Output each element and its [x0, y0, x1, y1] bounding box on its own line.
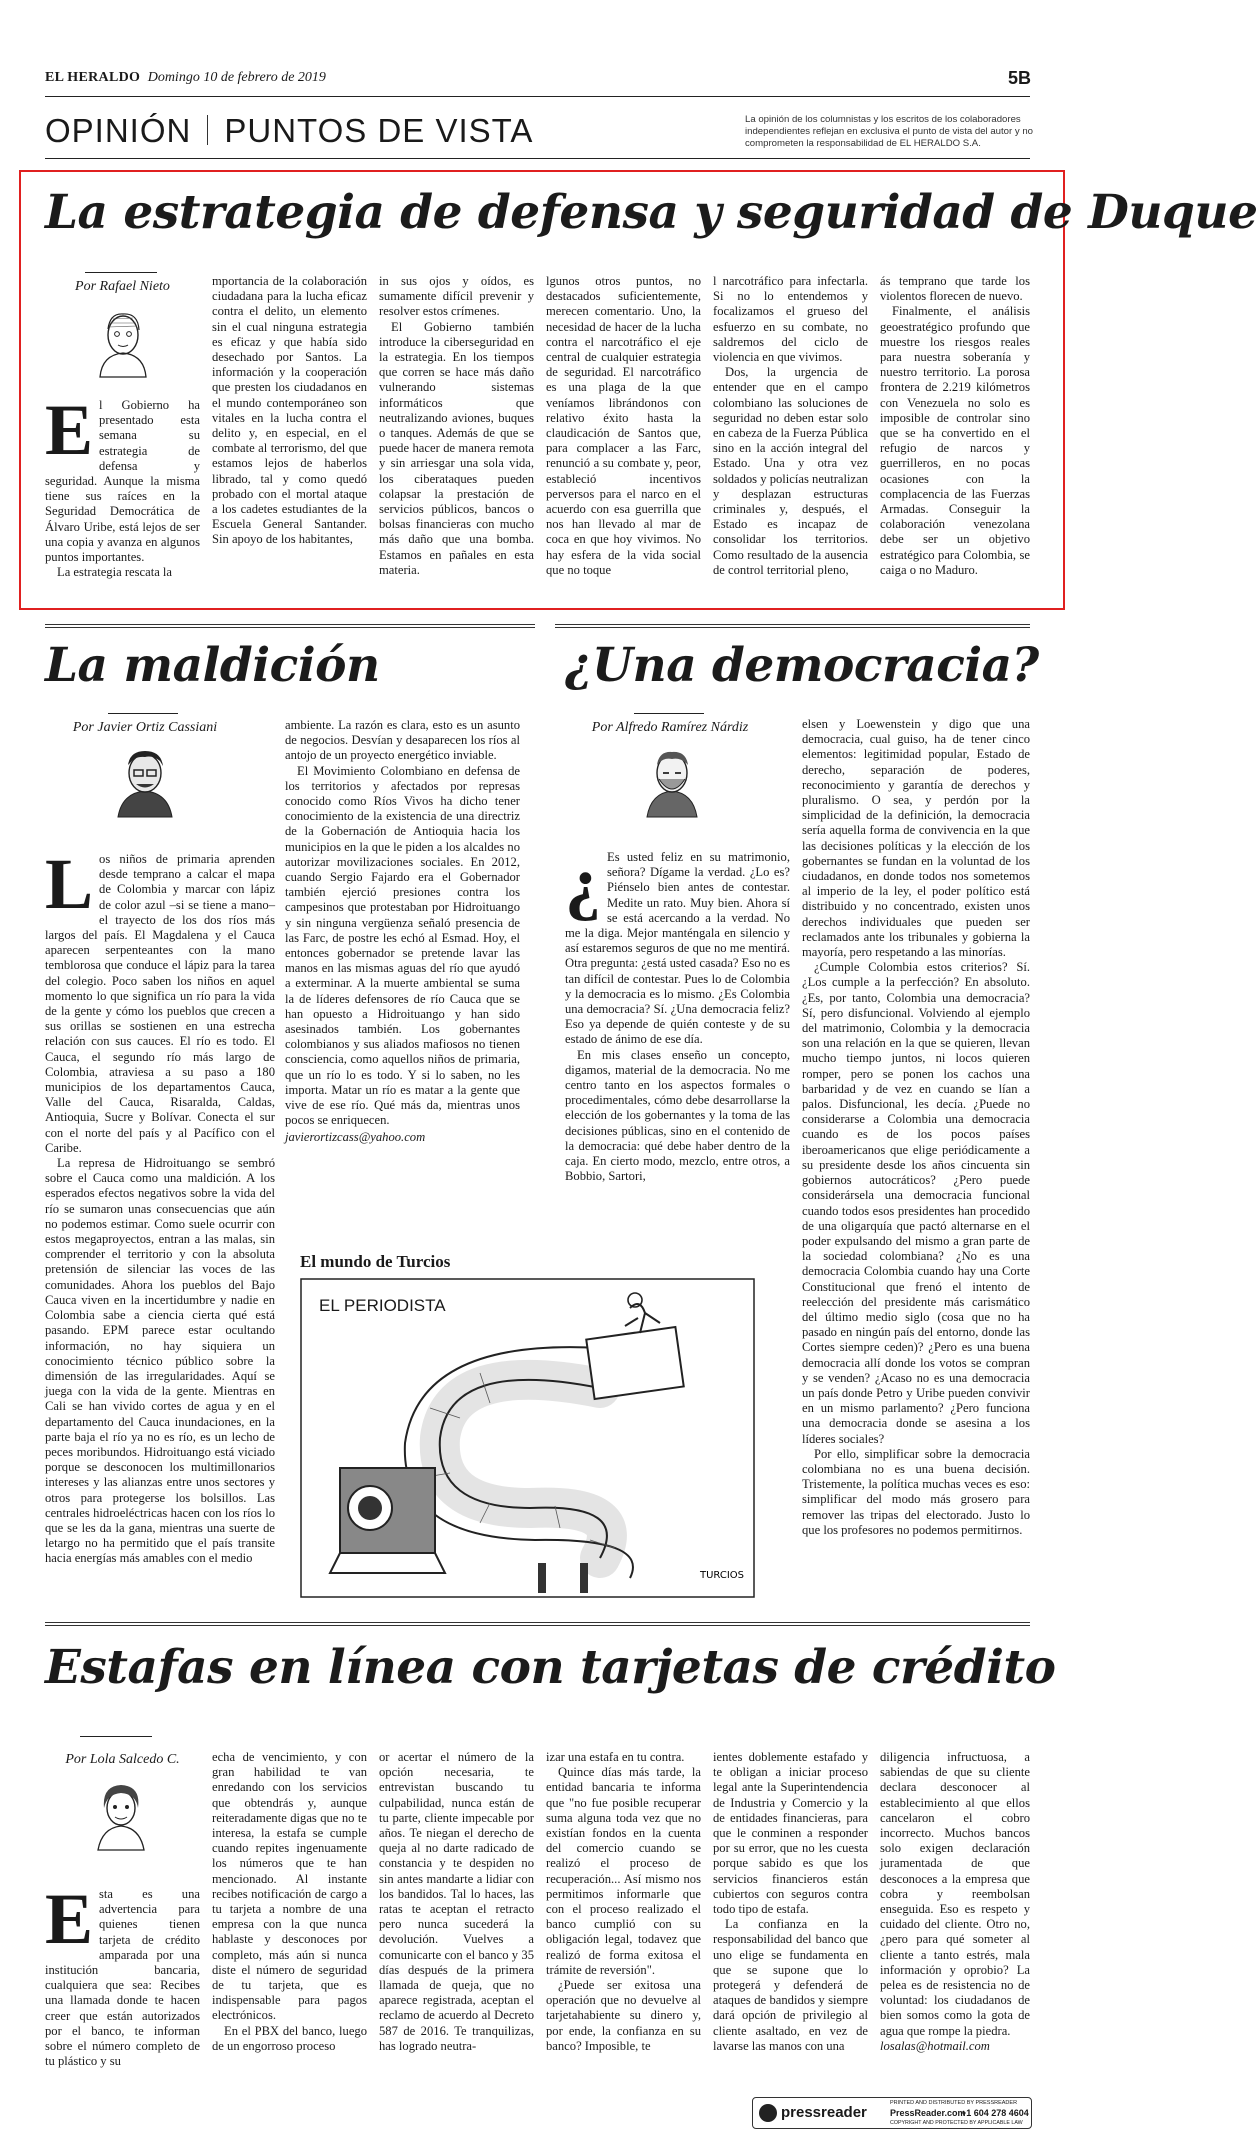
article1-col-2: mportancia de la colaboración ciudadana para la lucha eficaz contra el delito, un elemento sin el cual ninguna estrategia es eficaz y que había sido desechado por Santos. La información y la cooperación que presten los ciudadanos en el mundo contemporáneo son vitales en la lucha contra el delito y, en especial, en el combate al terrorismo, del que estamos lejos de haberlos librado, tal y como quedó probado con el mortal ataque a los cadetes estudiantes de la Escuela General Santander. Sin apoyo de los habitantes,	[212, 274, 367, 547]
article4-byline: Por Lola Salcedo C.	[65, 1752, 180, 1767]
pressreader-site: PressReader.com	[890, 2108, 966, 2118]
article1-title: La estrategia de defensa y seguridad de Duque	[45, 185, 1258, 240]
article1-byline: Por Rafael Nieto	[75, 279, 170, 294]
author-portrait-icon	[86, 303, 160, 377]
article4-col-3: or acertar el número de la opción necesaria, te entrevistan buscando tu culpabilidad, nunca están de tu parte, cliente impecable por años. Te niegan el derecho de queja al no darte radicado de constancia y te despiden no sin antes mandarte a lidiar con los bandidos. Tal lo haces, las ratas te aceptan el retracto pero nunca sucederá la devolución. Vuelves a comunicarte con el banco y 35 días después de la primera llamada de queja, que no aparece registrada, aceptan el reclamo de acuerdo al Decreto 587 de 2016. Te tranquilizas, has logrado neutra-	[379, 1750, 534, 2053]
author-email: javierortizcass@yahoo.com	[285, 1130, 426, 1145]
article4-dropcap: E	[45, 1879, 94, 1959]
author-portrait-icon	[108, 743, 182, 817]
cartoon-illustration	[300, 1278, 755, 1598]
article3-col-1: ¿ Es usted feliz en su matrimonio, señora? Dígame la verdad. ¿Lo es? Piénselo bien antes de contestar. Medite un rato. Muy bien. Ahora sí se está acercando a la verdad. No me la diga. Mejor manténgala en silencio y así estaremos seguros de que no me mentirá. Otra pregunta: ¿está usted casada? Eso no es tan difícil de contestar. Pues lo de Colombia y la democracia es lo mismo. ¿Es Colombia una democracia? Sí. ¿Una democracia feliz? Eso ya depende de quién conteste y de su estado de ánimo de ese día. En mis clases enseño un concepto, digamos, material de la democracia. No me centro tanto en los aspectos formales o procedimentales, cómo debe desarrollarse la elección de los gobernantes y la toma de las decisiones públicas, sino en el contenido de la democracia: qué debe haber dentro de la caja. En cierto modo, mezclo, entre otros, a Bobbio, Sartori,	[565, 842, 790, 1184]
article1-col-1: El Gobierno ha presentado esta semana su estrategia de defensa y seguridad. Aunque la misma tiene sus raíces en la Seguridad Democrática de Álvaro Uribe, está lejos de ser una copia y avanza en algunos puntos importantes. La estrategia rescata la	[45, 390, 200, 580]
article2-byline-rule	[108, 713, 178, 714]
article2-title: La maldición	[45, 638, 380, 693]
divider-rule	[45, 624, 535, 628]
article4-col-5: ientes doblemente estafado y te obligan a iniciar proceso legal ante la Superintendencia de Industria y Comercio y la de entidades financieras, para que le conminen a responder por su error, que no les cuesta porque sabido es que los servicios financieros están cubiertos con seguros contra todo tipo de estafa. La confianza en la responsabilidad del banco que uno elige se fundamenta en que se supone que lo protegerá y defenderá de ataques de bandidos y siempre dará opción de privilegio al cliente asaltado, en vez de lavarse las manos con una	[713, 1750, 868, 2053]
article3-byline: Por Alfredo Ramírez Nárdiz	[591, 720, 749, 735]
article4-col-1: Esta es una advertencia para quienes tienen tarjeta de crédito amparada por una institución bancaria, cualquiera que sea: Recibes una llamada donde te hacen creer que están autorizados por el banco, te informan sobre el número completo de tu plástico y su	[45, 1879, 200, 2069]
article4-col-2: echa de vencimiento, y con gran habilidad te van enredando con los servicios que obtendrás y, aunque reiteradamente digas que no te interesa, la estafa se cumple cuando repites ingenuamente los números que te han mencionado. Al instante recibes notificación de cargo a tu tarjeta a nombre de una empresa con la que nunca hablaste y desconoces por completo, más aún si nunca diste el número de seguridad de tu tarjeta, que es indispensable para pagos electrónicos. En el PBX del banco, luego de un engorroso proceso	[212, 1750, 367, 2053]
divider-rule	[555, 624, 1030, 628]
pressreader-printed: PRINTED AND DISTRIBUTED BY PRESSREADER	[890, 2100, 1018, 2106]
article3-byline-rule	[634, 713, 704, 714]
article1-col-6: ás temprano que tarde los violentos florecen de nuevo. Finalmente, el análisis geoestratégico profundo que muestre los riesgos reales para nuestra soberanía y nuestro territorio. La porosa frontera de 2.219 kilómetros con Venezuela no solo es imposible de controlar sino que se ha convertido en el refugio de narcos y guerrilleros, en no pocas ocasiones con la complacencia de las Fuerzas Armadas. Conseguir la colaboración venezolana debe ser un objetivo estratégico para Colombia, se caiga o no Maduro.	[880, 274, 1030, 577]
article2-col-2: ambiente. La razón es clara, esto es un asunto de negocios. Desvían y desaparecen los ríos al antojo de un proyecto energético inviable. El Movimiento Colombiano en defensa de los territorios y afectados por represas conocido como Ríos Vivos ha dicho tener conocimiento de la existencia de una directriz de la Gobernación de Antioquia hacia los municipios en la que le piden a los alcaldes no autorizar movilizaciones sociales. En 2012, cuando Sergio Fajardo era el Gobernador también ejerció presiones contra los campesinos que protestaban por Hidroituango y sin ninguna vergüenza señaló presencia de las Farc, de postre les echó al Esmad. Hoy, el entonces gobernador se pretende lavar las manos en las mismas aguas del río que ayudó a exterminar. A la muerte ambiental se suma la de líderes defensores de río Cauca que se han opuesto a Hidroituango y han sido asesinados también. Los gobernantes colombianos y sus aliados mafiosos no tienen consciencia, como aquellos niños de primaria, que un río lo es todo. Y si lo saben, no les importa. Matar un río es matar a la gente que vive de ese río. Qué más da, mientras unos pocos se enriquecen. javierortizcass@yahoo.com	[285, 718, 520, 1145]
section-title: OPINIÓN	[45, 112, 192, 149]
cartoon-title: El mundo de Turcios	[300, 1252, 451, 1271]
article4-col-6: diligencia infructuosa, a sabiendas de que su cliente declara desconocer al establecimiento al que ellos cancelaron el cobro incorrecto. Muchos bancos solo exigen declaración juramentada de que desconoces a la empresa que cobra y reembolsan enseguida. Eso es respeto y cuidado del cliente. Otro no, ¿pero para qué someter al cliente a tanto estrés, mala información y oprobio? La pelea es de resistencia no de voluntad: los ciudadanos de bien somos como la gota de agua que rompe la piedra. losalas@hotmail.com	[880, 1750, 1030, 2053]
article2-dropcap: L	[45, 844, 94, 924]
pressreader-badge[interactable]	[752, 2097, 1032, 2129]
article1-dropcap: E	[45, 390, 94, 470]
section-rule	[45, 158, 1030, 159]
article4-byline-rule	[80, 1736, 152, 1737]
author-email: losalas@hotmail.com	[880, 2038, 990, 2053]
article1-col-3: in sus ojos y oídos, es sumamente difícil prevenir y resolver estos crímenes. El Gobierno también introduce la ciberseguridad en la estrategia. En los tiempos que corren se hace más daño vulnerando sistemas informáticos que neutralizando aviones, buques o tanques. Además de que se puede hacer de manera remota y sin arriesgar una sola vida, los ciberataques pueden colapsar la prestación de servicios públicos, bancos o bolsas financieras con mucho más daño que una bomba. Estamos en pañales en esta materia.	[379, 274, 534, 577]
section-header	[45, 112, 533, 152]
section-subtitle: PUNTOS DE VISTA	[224, 112, 534, 149]
section-divider	[207, 115, 208, 145]
article2-col-1: Los niños de primaria aprenden desde temprano a calcar el mapa de Colombia y marcar con lápiz de color azul –si se tiene a mano– el trayecto de los dos ríos más largos del país. El Magdalena y el Cauca aparecen serpenteantes con la mano temblorosa que conduce el lápiz para la tarea del colegio. Poco saben los niños en aquel momento lo que significa un río para la vida de la gente y cómo los pueblos que crecen a sus orillas se sostienen en una estrecha relación con sus cauces. El río es todo. El Cauca, el segundo río más largo de Colombia, atraviesa a su paso a 180 municipios de los departamentos Cauca, Valle del Cauca, Risaralda, Caldas, Antioquia, Sucre y Bolívar. Conecta el sur con el norte del país y al Pacífico con el Caribe. La represa de Hidroituango se sembró sobre el Cauca como una maldición. A los esperados efectos negativos sobre la vida del río se sumaron unas consecuencias que aún no podemos estimar. Como suele ocurrir con estos megaproyectos, entran a las malas, sin comprender el territorio y con la absoluta pretensión de silenciar las voces de las comunidades. Ahora los pueblos del Bajo Cauca viven en la incertidumbre y nadie en Colombia sabe a ciencia cierta qué está pasando. EPM parece estar ocultando información, no hay siquiera un conocimiento técnico público sobre la dimensión de las irregularidades. Aquí se juega con la vida de la gente. Mientras en Cali se han vivido cortes de agua y en el departamento del Cauca inundaciones, en la parte baja el río ya no es río, es un lecho de peces moribundos. Hidroituango está viciado porque se desconocen los multimillonarios intereses y las alianzas entre unos sectores y otros para protegerse los bolsillos. Las centrales hidroeléctricas hacen con los ríos lo que se les da la gana, mientras una suerte de letargo no ha permitido que el país transite hacia energías más amables con el medio	[45, 844, 275, 1566]
divider-rule	[45, 1622, 1030, 1626]
article3-title: ¿Una democracia?	[565, 638, 1039, 693]
cartoon-caption: EL PERIODISTA	[316, 1296, 449, 1316]
article3-dropcap: ¿	[565, 842, 601, 922]
article4-col-4: izar una estafa en tu contra. Quince días más tarde, la entidad bancaria te informa que "no fue posible recuperar suma alguna toda vez que no existían fondos en la cuenta del comercio cuando se realizó el proceso de recuperación... Así mismo nos permitimos informarle que con el proceso realizado el banco cumplió con su obligación legal, todavez que realizó de forma exitosa el trámite de reversión". ¿Puede ser exitosa una operación que no devuelve al tarjetahabiente su dinero y, por ende, la confianza en su banco? Imposible, te	[546, 1750, 701, 2053]
pressreader-copyright: COPYRIGHT AND PROTECTED BY APPLICABLE LAW	[890, 2120, 1023, 2126]
article1-col-4: lgunos otros puntos, no destacados suficientemente, merecen comentario. Uno, la necesidad de hacer de la lucha contra el narcotráfico el eje central de cualquier estrategia de seguridad. El narcotráfico es una plaga de la que veníamos librándonos con relativo éxito hasta la claudicación de Santos que, para complacer a las Farc, renunció a su combate y, peor, estableció incentivos perversos para el narco en el acuerdo con esa guerrilla que nos han llevado al mar de coca en que hoy vivimos. No hay esfera de la vida social que no toque	[546, 274, 701, 577]
pressreader-brand: pressreader	[781, 2104, 867, 2121]
paper-name: EL HERALDO	[45, 70, 141, 85]
author-portrait-icon	[635, 743, 709, 817]
author-portrait-icon	[84, 1776, 158, 1850]
article1-byline-rule	[85, 272, 157, 273]
pressreader-phone: +1 604 278 4604	[961, 2108, 1029, 2118]
issue-date: Domingo 10 de febrero de 2019	[147, 70, 326, 85]
article4-title: Estafas en línea con tarjetas de crédito	[45, 1640, 1056, 1695]
masthead	[45, 70, 1035, 92]
article3-col-2: elsen y Loewenstein y digo que una democracia, cual guiso, ha de tener cinco elementos: legitimidad popular, Estado de derecho, separación de poderes, reconocimiento y garantía de derechos y pluralismo. O sea, y perdón por la simplicidad de la definición, la democracia sería aquella forma de convivencia en la que las decisiones políticas y la elección de los gobernantes se fundan en la voluntad de los ciudadanos, en donde todos nos sometemos al imperio de la ley, el poder político está distribuido y no concentrado, existen unos derechos individuales que pueden ser reclamados ante los tribunales y gobierna la mayoría, pero respetando a las minorías. ¿Cumple Colombia estos criterios? Sí. ¿Los cumple a la perfección? En absoluto. ¿Es, por tanto, Colombia una democracia? Sí, pero disfuncional. Volviendo al ejemplo del matrimonio, Colombia y la democracia son una relación en la que se quieren, llevan mucho tiempo juntos, ni locos quieren romper, pero se ponen los cachos una barbaridad y de vez en cuando se lían a palos. Disfuncional, les decía. ¿Puede no considerarse a Colombia una democracia cuando es de los pocos países iberoamericanos que elige periódicamente a su presidente desde los años cincuenta sin gobiernos autocráticos? ¿Pero puede considerársela una democracia funcional cuando todos esos presidentes han procedido de una oligarquía que pactó alternarse en el poder expulsando del mismo a gran parte de la sociedad colombiana? ¿No es una democracia Colombia cuando hay una Corte Constitucional que frenó el intento de reelección del presidente más carismático del último medio siglo (cosa que no ha pasado en ningún país del entorno, donde las Cortes siempre ceden)? ¿Pero es una buena democracia allí donde los votos se compran y se venden? ¿Acaso no es una democracia un país donde Petro y Uribe pueden convivir en un mismo parlamento? ¿Pero funciona una democracia donde se asesina a los líderes sociales? Por ello, simplificar sobre la democracia colombiana no es una buena decisión. Tristemente, la política muchas veces es eso: simplificar del modo más grosero para remover las tripas del electorado. Justo lo que los profesores no podemos permitirnos.	[802, 717, 1030, 1537]
cartoon-signature: TURCIOS	[700, 1570, 745, 1581]
masthead-rule	[45, 96, 1030, 97]
article2-byline: Por Javier Ortiz Cassiani	[72, 720, 218, 735]
page-number: 5B	[1007, 68, 1031, 88]
article1-col-5: l narcotráfico para infectarla. Si no lo entendemos y focalizamos el grueso del esfuerzo en su combate, no saldremos del ciclo de violencia en que vivimos. Dos, la urgencia de entender que en el campo colombiano las soluciones de seguridad no deben estar solo en cabeza de la Fuerza Pública sino en la acción integral del Estado. Una y otra vez soldados y policías neutralizan y desplazan estructuras criminales y, después, el Estado es incapaz de consolidar los territorios. Como resultado de la ausencia de control territorial pleno,	[713, 274, 868, 577]
pressreader-logo-icon	[759, 2104, 777, 2122]
section-disclaimer: La opinión de los columnistas y los escritos de los colaboradores independientes reflejan en exclusiva el punto de vista del autor y no comprometen la responsabilidad de EL HERALDO S.A.	[745, 114, 1034, 150]
